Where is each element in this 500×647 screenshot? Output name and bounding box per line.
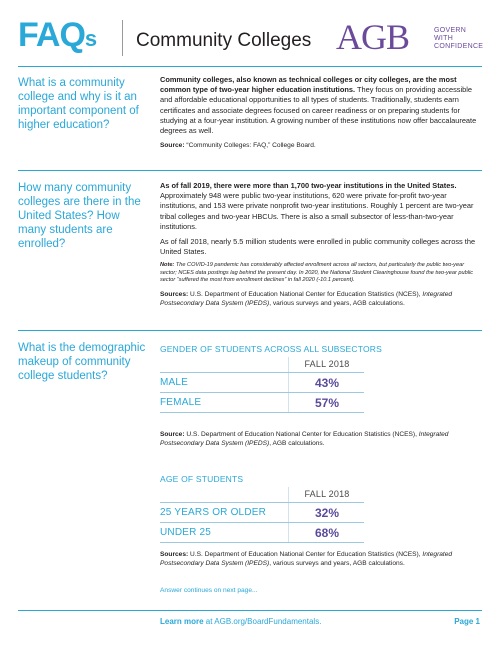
learn-more-link[interactable]: [160, 617, 321, 626]
source-text: “Community Colleges: FAQ,” College Board.: [184, 142, 316, 150]
row-value: 57%: [314, 396, 340, 410]
source-end: , AGB calculations.: [269, 440, 325, 447]
source-text: U.S. Department of Education National Center for Education Statistics (NCES),: [188, 290, 423, 298]
answer-1-body: They focus on providing accessible and affordable educational opportunities to all types of students. Traditionally, students earn certificates and associate degrees focused on career readiness or on preparing students for studying at a four-year institution. A growing number of these institutions now offer baccalaureate degrees as well.: [160, 85, 477, 136]
source-text: U.S. Department of Education National Center for Education Statistics (NCES),: [188, 551, 423, 558]
table-row: [160, 503, 364, 523]
question-1: What is a community college and why is it an important component of higher education?: [18, 77, 139, 131]
column-header: FALL 2018: [304, 489, 350, 499]
gender-table: [160, 357, 364, 413]
agb-logo: [336, 18, 486, 58]
question-2: How many community colleges are there in the United States? How many students are enrolled?: [18, 182, 141, 250]
column-header: FALL 2018: [304, 359, 350, 369]
age-table-title: AGE OF STUDENTS: [160, 474, 244, 484]
answer-1-lead: Community colleges, also known as technical colleges or city colleges, are the most common type of two-year higher education institutions.: [160, 75, 457, 95]
source-label: Sources:: [160, 551, 189, 558]
answer-1-source: [160, 141, 482, 151]
page-title: Community Colleges: [136, 30, 312, 51]
note-text: The COVID-19 pandemic has considerably affected enrollment across all sectors, but particularly the public two-year sector; NCES data postings lag behind the present day. In 2020, the National Student Clearinghouse found the two-year public sector “suffered the most from enrollment declines” in fall 2020 (-10.1 percent).: [160, 262, 474, 284]
row-label: FEMALE: [160, 397, 202, 408]
source-italic: Integrated Postsecondary Data System (IPEDS): [160, 431, 449, 447]
row-value: 43%: [314, 376, 340, 390]
table-header: [160, 487, 364, 503]
faq-logo: [18, 18, 96, 56]
row-label: MALE: [160, 377, 189, 388]
source-end: , various surveys and years, AGB calculations.: [269, 560, 405, 567]
row-value: 68%: [314, 526, 340, 540]
source-end: , various surveys and years, AGB calculations.: [269, 299, 405, 307]
learn-more-url: at AGB.org/BoardFundamentals.: [203, 617, 322, 626]
header-divider: [122, 20, 123, 56]
source-label: Sources:: [160, 290, 189, 298]
footer-divider: [18, 610, 482, 611]
gender-table-title: GENDER OF STUDENTS ACROSS ALL SUBSECTORS: [160, 344, 382, 354]
table-row: [160, 523, 364, 543]
agb-tagline: [434, 27, 486, 51]
source-label: Source:: [160, 431, 185, 438]
learn-more-label: Learn more: [160, 617, 204, 626]
answer-2-body: Approximately 948 were public two-year institutions, 620 were private for-profit two-year institutions, and 153 were private nonprofit two-year institutions. Roughly 1 percent are two-year tribal colleges and two-year HBCUs. There is also a small subsector of less-than-two-year institutions.: [160, 191, 474, 231]
agb-tagline-line1: GOVERN WITH: [434, 27, 467, 42]
table-row: [160, 393, 364, 413]
answer-2-note: [160, 262, 482, 284]
section-divider: [18, 66, 482, 67]
section-divider: [18, 170, 482, 171]
note-label: Note:: [160, 262, 175, 269]
age-table-source: [160, 550, 482, 568]
agb-logo-mark: AGB: [336, 17, 410, 57]
answer-2-enrollment: As of fall 2018, nearly 5.5 million students were enrolled in public community colleges across the United States.: [160, 237, 476, 257]
row-value: 32%: [314, 506, 340, 520]
row-label: 25 YEARS OR OLDER: [160, 507, 267, 518]
section-divider: [18, 330, 482, 331]
answer-1: [160, 75, 482, 156]
page-number: Page 1: [454, 617, 480, 626]
table-header: [160, 357, 364, 373]
answer-2-source: [160, 290, 482, 308]
table-row: [160, 373, 364, 393]
faq-logo-main: FAQ: [18, 16, 85, 54]
agb-tagline-line2: CONFIDENCE: [434, 43, 484, 50]
source-italic: Integrated Postsecondary Data System (IPEDS): [160, 551, 453, 567]
source-label: Source:: [160, 142, 185, 150]
answer-2-lead: As of fall 2019, there were more than 1,700 two-year institutions in the United States.: [160, 181, 457, 190]
faq-logo-suffix: s: [84, 26, 97, 51]
continued-note: Answer continues on next page...: [160, 587, 258, 594]
source-italic: Integrated Postsecondary Data System (IPEDS): [160, 290, 453, 307]
answer-1-text: [160, 75, 482, 136]
answer-2-text: [160, 181, 482, 232]
row-label: UNDER 25: [160, 527, 212, 538]
page-header: [18, 12, 482, 62]
age-table: [160, 487, 364, 543]
question-3: What is the demographic makeup of community college students?: [18, 342, 146, 382]
answer-2: [160, 181, 482, 313]
gender-table-source: [160, 430, 482, 448]
source-text: U.S. Department of Education National Center for Education Statistics (NCES),: [184, 431, 419, 438]
